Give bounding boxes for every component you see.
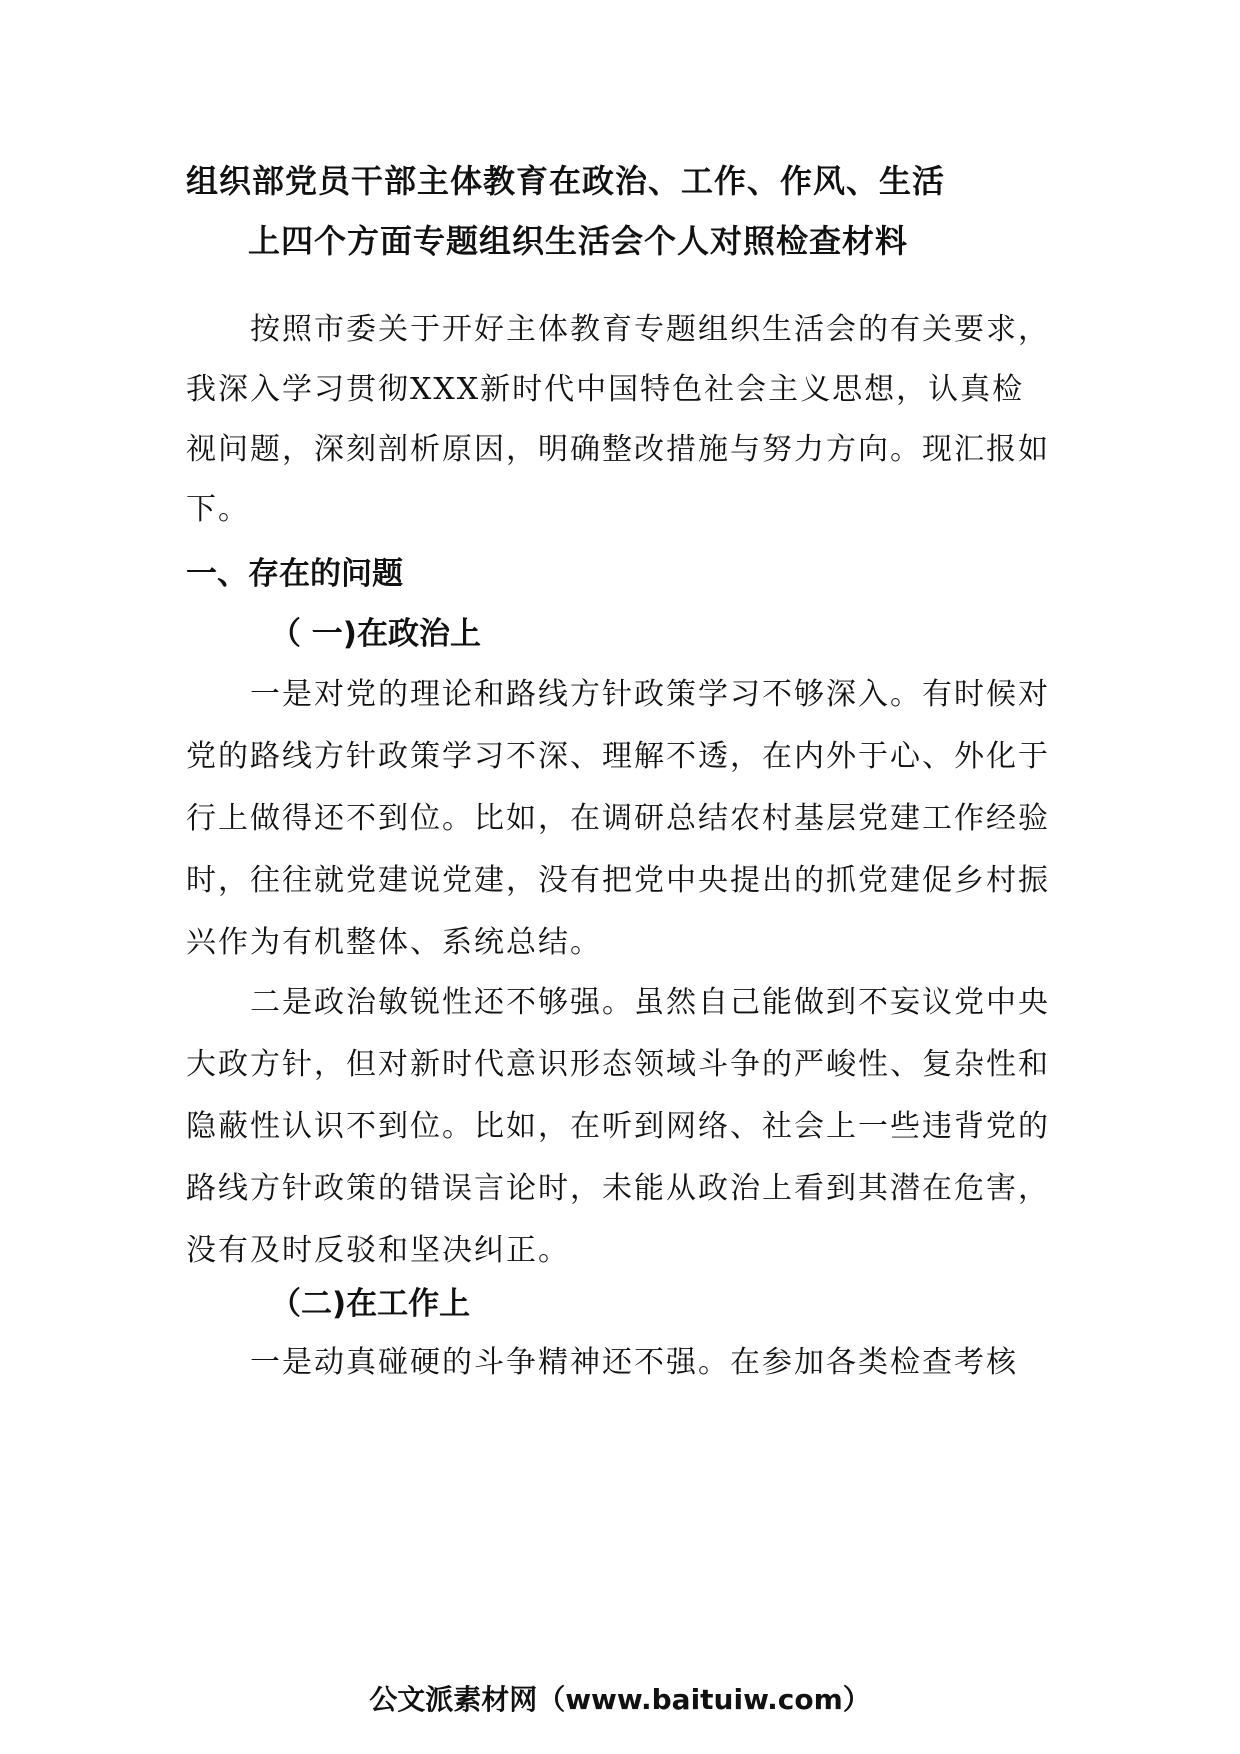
document-title-line-1: 组织部党员干部主体教育在政治、工作、作风、生活 (186, 162, 946, 200)
politics-paragraph-2: 二是政治敏锐性还不够强。虽然自己能做到不妄议党中央大政方针，但对新时代意识形态领域斗争的严峻性、复杂性和隐蔽性认识不到位。比如，在听到网络、社会上一些违背党的路线方针政策的错误言论时，未能从政治上看到其潜在危害，没有及时反驳和坚决纠正。 (186, 985, 1050, 1268)
intro-paragraph: 按照市委关于开好主体教育专题组织生活会的有关要求，我深入学习贯彻XXX新时代中国特色社会主义思想，认真检视问题，深刻剖析原因，明确整改措施与努力方向。现汇报如下。 (186, 312, 1050, 527)
politics-paragraph-1: 一是对党的理论和路线方针政策学习不够深入。有时候对党的路线方针政策学习不深、理解不透，在内外于心、外化于行上做得还不到位。比如，在调研总结农村基层党建工作经验时，往往就党建说党建，没有把党中央提出的抓党建促乡村振兴作为有机整体、系统总结。 (186, 677, 1050, 960)
work-paragraph-1: 一是动真碰硬的斗争精神还不强。在参加各类检查考核 (250, 1345, 1018, 1380)
subsection-heading-work: （二)在工作上 (270, 1286, 471, 1322)
footer-watermark: 公文派素材网（www.baituiw.com） (369, 1683, 871, 1716)
subsection-heading-politics: （ 一)在政治上 (270, 616, 481, 652)
section-heading-problems: 一、存在的问题 (186, 556, 403, 592)
document-title-line-2: 上四个方面专题组织生活会个人对照检查材料 (248, 222, 909, 260)
